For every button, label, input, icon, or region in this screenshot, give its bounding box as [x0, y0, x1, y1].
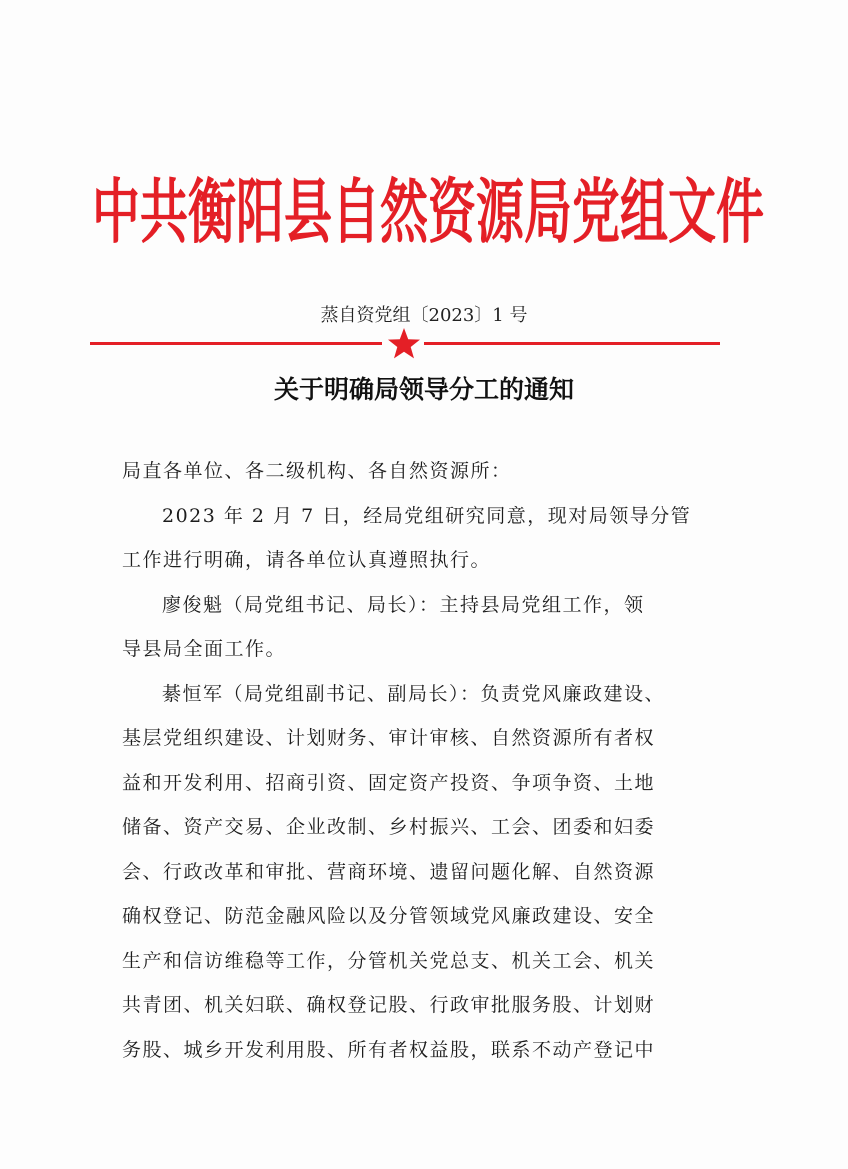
paragraph-line: 生产和信访维稳等工作，分管机关党总支、机关工会、机关	[122, 949, 656, 972]
document-number: 蒸自资党组〔2023〕1 号	[320, 305, 528, 326]
document-header-title: 中共衡阳县自然资源局党组文件	[92, 172, 765, 254]
body-text	[122, 449, 702, 1072]
salutation-line: 局直各单位、各二级机构、各自然资源所：	[122, 460, 512, 482]
red-divider-right	[424, 342, 720, 345]
notice-title: 关于明确局领导分工的通知	[273, 375, 574, 404]
paragraph-line: 基层党组织建设、计划财务、审计审核、自然资源所有者权	[122, 727, 656, 749]
star-icon	[386, 326, 422, 362]
paragraph-line: 导县局全面工作。	[122, 638, 287, 660]
paragraph-line: 益和开发利用、招商引资、固定资产投资、争项争资、土地	[122, 771, 656, 794]
paragraph-line: 务股、城乡开发利用股、所有者权益股，联系不动产登记中	[122, 1038, 656, 1061]
paragraph-line: 2023 年 2 月 7 日，经局党组研究同意，现对局领导分管	[162, 504, 692, 527]
paragraph-line: 綦恒军（局党组副书记、副局长）：负责党风廉政建设、	[162, 682, 666, 705]
paragraph-line: 会、行政改革和审批、营商环境、遗留问题化解、自然资源	[122, 860, 656, 883]
red-divider-left	[90, 342, 382, 345]
paragraph-line: 廖俊魁（局党组书记、局长）：主持县局党组工作，领	[162, 593, 645, 616]
paragraph-line: 共青团、机关妇联、确权登记股、行政审批服务股、计划财	[122, 994, 656, 1016]
paragraph-line: 工作进行明确，请各单位认真遵照执行。	[122, 549, 492, 571]
paragraph-line: 储备、资产交易、企业改制、乡村振兴、工会、团委和妇委	[122, 816, 656, 838]
paragraph-line: 确权登记、防范金融风险以及分管领域党风廉政建设、安全	[122, 905, 656, 927]
